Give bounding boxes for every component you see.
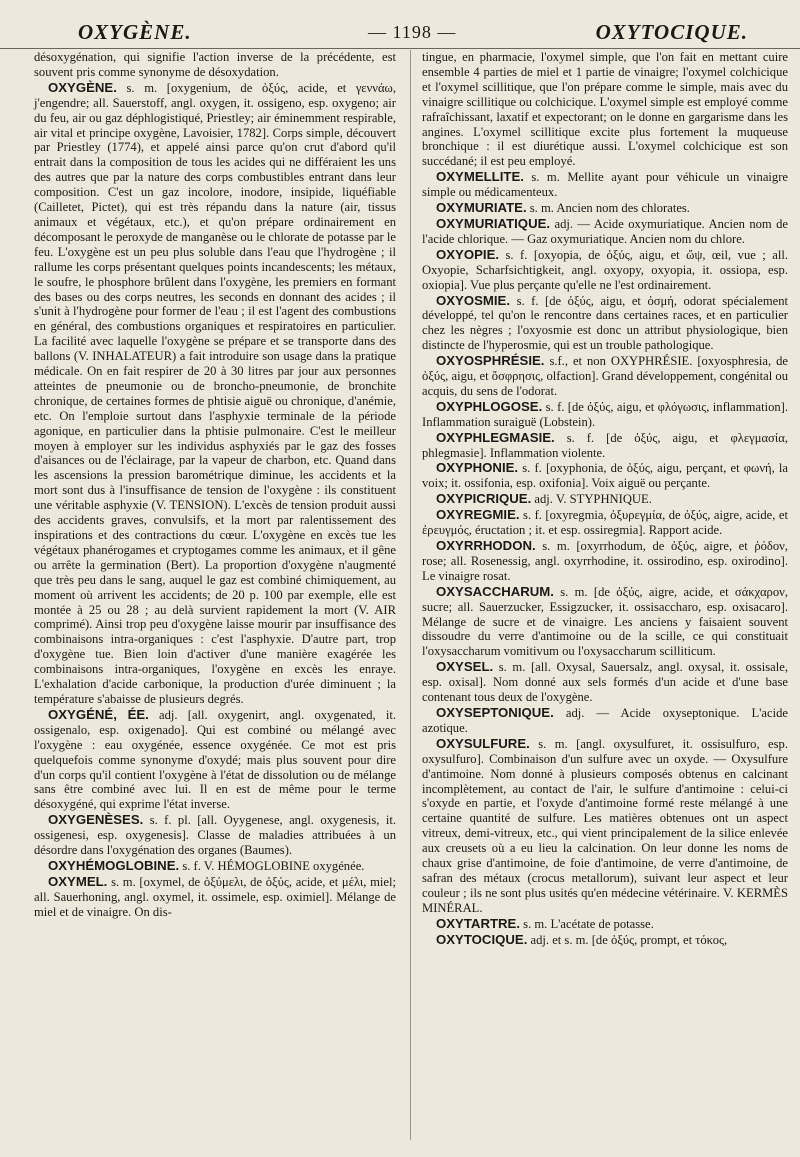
dictionary-entry: [34, 81, 396, 707]
dictionary-entry: [422, 917, 788, 932]
entry-headword: OXYPICRIQUE.: [436, 491, 532, 507]
entry-definition: tingue, en pharmacie, l'oxymel simple, que l'on fait en mettant cuire ensemble 4 parties de miel et 1 partie de vinaigre; l'oxymel colchicique et l'oxymel scillitique, que l'on prépare comme le simple, mais avec du vinaigre scillitique ou colchicique. L'oxymel simple est employé comme rafraîchissant, laxatif et expectorant; on le donne en gargarisme dans les angines. L'oxymel scillitique excite plus fortement la muqueuse bronchique : il est diurétique aussi. L'oxymel colchicique est son succédané; il est peu employé.: [422, 50, 788, 169]
entry-definition: s.f., et non OXYPHRÉSIE. [oxyosphresia, de ὀξύς, aigu, et ὄσφρησις, olfaction]. Grand développement, congénital ou acquis, du sens de l'odorat.: [422, 354, 788, 398]
entry-definition: s. m. [oxygenium, de ὀξύς, acide, et γεννάω, j'engendre; all. Sauerstoff, angl. oxygen, it. ossigeno, esp. oxygeno; air du feu, air ou gaz déphlogistiqué, Priestley; air éminemment respirable, air vital et principe oxygène, Lavoisier, 1782]. Corps simple, découvert par Priestley (1774), et appelé ainsi parce qu'on crut d'abord qu'il entrait dans la composition de tous les acides qui ne différaient les uns des autres que par la nature des corps combustibles entrant dans leur composition. C'est un gaz incolore, inodore, insipide, liquéfiable (Cailletet, Pictet), qui est très répandu dans la nature (air, tissus animaux et végétaux, etc.), et qu'on prépare ordinairement en décomposant le peroxyde de manganèse ou le chlorate de potasse par le feu. L'oxygène est un peu plus soluble dans l'eau que l'hydrogène ; il rallume les corps présentant quelques points incandescents; les métaux, le soufre, le phosphore brûlent dans l'oxygène, les premiers en formant des bases ou des corps neutres, les seconds en donnant des acides ; il s'unit à l'hydrogène pour former de l'eau ; il est l'agent des combustions en général, des combustions organiques et respiratoires en particulier. La facilité avec laquelle l'oxygène se prépare et se transporte dans des ballons (V. INHALATEUR) a fait introduire son usage dans la pratique médicale. On en fait respirer de 20 à 30 litres par jour aux personnes atteintes de pneumonie ou de broncho-pneumonie, de bronchite chronique, de certaines formes de phtisie aiguë ou chronique, d'anémie, etc. On l'emploie surtout dans l'asphyxie terminale de la période agonique, en particulier dans la phtisie pulmonaire. C'est le meilleur moyen à employer sur les individus asphyxiés par le gaz des fosses d'aisances ou de l'éclairage, par la vapeur de charbon, etc. Quand dans les ascensions la pression barométrique diminue, les accidents et la mort sont dus à l'insuffisance de tension de l'oxygène : ils constituent une véritable asphyxie (V. TENSION). L'excès de tension produit aussi des accidents graves, convulsifs, et la mort par ralentissement des inspirations et des contractions du cœur. L'oxygène en excès tue les végétaux phanérogames et cryptogames comme les animaux, et il gêne ou arrête la germination (Bert). La proportion d'oxygène n'augmenté que très peu dans le sang, auquel le gaz est combiné chimiquement, au moment où arrivent les accidents; de 20 p. 100 par exemple, elle est montée à 25 ou 28 ; au delà survient rapidement la mort (V. AIR comprimé). Ainsi trop peu d'oxygène laisse mourir par insuffisance des combinaisons intra-organiques : c'est l'asphyxie. D'autre part, trop d'oxygène tue. Bien loin d'activer d'une manière exagérée les combinaisons intra-organiques, l'oxygène en excès les enraye. L'exhalation d'acide carbonique, la production d'urée diminuent ; la température s'abaisse de plusieurs degrés.: [34, 80, 396, 706]
dictionary-entry: [422, 431, 788, 461]
entry-headword: OXYPHLEGMASIE.: [436, 429, 555, 445]
entry-definition: s. f. [oxyopia, de ὀξύς, aigu, et ὤψ, œil, vue ; all. Oxyopie, Scharfsichtigkeit, angl. oxyopy, oxyopia, it. ossiopa, esp. oxiopia]. Vue plus perçante qu'elle ne l'est ordinairement.: [422, 247, 788, 292]
entry-definition: adj. V. STYPHNIQUE.: [534, 492, 652, 507]
entry-headword: OXYGENÈSES.: [48, 812, 144, 828]
running-head-right: OXYTOCIQUE.: [595, 20, 748, 44]
dictionary-entry: [422, 201, 788, 216]
entry-definition: s. f. [de ὀξύς, aigu, et φλεγμασία, phlegmasie]. Inflammation violente.: [422, 430, 788, 460]
right-column: [422, 50, 788, 948]
entry-definition: s. m. [angl. oxysulfuret, it. ossisulfuro, esp. oxysulfuro]. Combinaison d'un sulfure avec un oxyde. — Oxysulfure d'antimoine. Nom donné à plusieurs composés obtenus en calcinant incomplètement, au contact de l'air, le sulfure d'antimoine : celui-ci s'oxyde en partie, et l'oxyde d'antimoine formé reste mélangé à une certaine quantité de sulfure. Les matières obtenues ont un aspect vitreux, demi-vitreux, etc., qui vient principalement de la silice enlevée aux creusets où a eu lieu la calcination. On leur donne les noms de chaux grise d'antimoine, de foie d'antimoine, de verre d'antimoine, de safran des métaux (crocus metallorum), suivant leur aspect et leur couleur ; ils ne sont plus usités qu'en médecine vétérinaire. V. KERMÈS MINÉRAL.: [422, 736, 788, 915]
dictionary-entry: [422, 585, 788, 660]
entry-headword: OXYPHONIE.: [436, 460, 519, 476]
entry-definition: adj. — Acide oxymuriatique. Ancien nom de l'acide chlorique. — Gaz oxymuriatique. Ancien nom du chlore.: [422, 216, 789, 246]
dictionary-entry: [422, 217, 788, 247]
entry-headword: OXYRRHODON.: [436, 538, 536, 553]
entry-definition: adj. [all. oxygenirt, angl. oxygenated, it. ossigenalo, esp. oxigenado]. Qui est combiné ou mélangé avec l'oxygène : eau oxygénée, essence oxygénée. Ce mot est pris quelquefois comme synonyme d'oxydé; mais plus souvent pour dire d'un corps qu'il contient l'oxygène à l'état de dissolution ou de mélange sans être combiné avec lui. Il en est de même pour le terme désoxygéné, qui exprime l'état inverse.: [34, 707, 396, 812]
entry-headword: OXYOPIE.: [436, 246, 500, 262]
entry-definition: s. m. [de ὀξύς, aigre, acide, et σάκχαρον, sucre; all. Sauerzucker, Essigzucker, it. ossisaccharo, esp. oxisacaro]. Mélange de sucre et de vinaigre. Les anciens y faisaient souvent dissoudre du verre d'antimoine ou de la scille, ce qui constituait l'oxysaccharum vomitivum ou l'oxysaccharum scilliticum.: [422, 584, 788, 659]
entry-headword: OXYOSPHRÉSIE.: [436, 353, 545, 369]
entry-definition: s. f. [oxyphonia, de ὀξύς, aigu, perçant, et φωνή, la voix; it. ossifonia, esp. oxifonia]. Voix aiguë ou perçante.: [422, 461, 788, 491]
running-head: [0, 12, 800, 49]
column-divider: [410, 50, 411, 1140]
entry-headword: OXYMEL.: [48, 873, 108, 889]
dictionary-entry: [422, 170, 788, 200]
entry-definition: s. f. [de ὀξύς, aigu, et ὀσμή, odorat spécialement développé, tel qu'on le rencontre dans certaines races, et en particulier chez les nègres ; l'oxyosmie est donc un attribut physiologique, bien distincte de l'hyperosmie, qui est un trouble pathologique.: [422, 293, 789, 353]
dictionary-entry: [422, 354, 788, 399]
dictionary-entry: [422, 461, 788, 491]
left-column: [34, 50, 396, 921]
entry-definition: désoxygénation, qui signifie l'action inverse de la précédente, est souvent pris comme synonyme de désoxydation.: [34, 50, 396, 79]
entry-definition: s. m. Mellite ayant pour véhicule un vinaigre simple ou médicamenteux.: [422, 170, 788, 200]
entry-headword: OXYHÉMOGLOBINE.: [48, 857, 180, 873]
entry-definition: s. m. L'acétate de potasse.: [523, 916, 654, 931]
entry-headword: OXYTARTRE.: [436, 915, 521, 931]
dictionary-entry: [422, 539, 788, 584]
dictionary-entry: [422, 737, 788, 916]
dictionary-entry: [34, 859, 396, 874]
entry-headword: OXYGÉNÉ, ÉE.: [48, 706, 149, 722]
entry-headword: OXYREGMIE.: [436, 507, 520, 523]
running-head-left: OXYGÈNE.: [78, 20, 192, 44]
entry-definition: s. m. [oxyrrhodum, de ὀξύς, aigre, et ῥόδον, rose; all. Rosenessig, angl. oxyrrhodine, it. ossirodino, esp. oxirodino]. Le vinaigre rosat.: [422, 539, 788, 583]
entry-definition: adj. — Acide oxyseptonique. L'acide azotique.: [422, 705, 788, 735]
dictionary-entry: [422, 933, 788, 948]
entry-headword: OXYMELLITE.: [436, 169, 524, 185]
entry-headword: OXYTOCIQUE.: [436, 931, 528, 947]
entry-definition: adj. et s. m. [de ὀξύς, prompt, et τόκος,: [530, 932, 728, 947]
entry-definition: s. f. [oxyregmia, ὀξυρεγμία, de ὀξύς, aigre, acide, et ἐρευγμός, éructation ; it. et esp. ossiregmia]. Rapport acide.: [422, 508, 788, 538]
entry-definition: s. m. Ancien nom des chlorates.: [529, 201, 690, 216]
dictionary-entry: [34, 813, 396, 858]
dictionary-entry: [422, 492, 788, 507]
dictionary-entry: [34, 875, 396, 920]
dictionary-entry: [422, 294, 788, 354]
entry-headword: OXYSULFURE.: [436, 735, 530, 751]
dictionary-entry: [34, 708, 396, 812]
dictionary-entry: [422, 706, 788, 736]
entry-definition: s. f. [de ὀξύς, aigu, et φλόγωσις, inflammation]. Inflammation suraiguë (Lobstein).: [422, 399, 789, 429]
entry-definition: s. f. pl. [all. Oyygenese, angl. oxygenesis, it. ossigenesi, esp. oxygenesis]. Classe de maladies attribuées à un désordre dans l'oxygénation des organes (Baumes).: [34, 813, 396, 858]
entry-definition: s. m. [all. Oxysal, Sauersalz, angl. oxysal, it. ossisale, esp. oxisal]. Nom donné aux sels formés d'un acide et d'une base contenant tous deux de l'oxygène.: [422, 660, 788, 705]
entry-headword: OXYPHLOGOSE.: [436, 398, 543, 414]
entry-headword: OXYMURIATIQUE.: [436, 215, 551, 231]
dictionary-entry: [422, 508, 788, 538]
entry-headword: OXYMURIATE.: [436, 200, 527, 216]
dictionary-entry: [34, 50, 396, 80]
entry-definition: s. m. [oxymel, de ὀξύμελι, de ὀξύς, acide, et μέλι, miel; all. Sauerhoning, angl. oxymel, it. ossimele, esp. oximiel]. Mélange de miel et de vinaigre. On dis-: [34, 874, 397, 919]
entry-headword: OXYSEL.: [436, 659, 494, 675]
entry-headword: OXYSEPTONIQUE.: [436, 704, 554, 720]
dictionary-entry: [422, 400, 788, 430]
entry-headword: OXYGÈNE.: [48, 79, 117, 95]
dictionary-entry: [422, 50, 788, 169]
page-number: — 1198 —: [368, 22, 457, 42]
dictionary-entry: [422, 248, 788, 293]
entry-definition: s. f. V. HÉMOGLOBINE oxygénée.: [182, 858, 365, 873]
dictionary-entry: [422, 660, 788, 705]
entry-headword: OXYSACCHARUM.: [436, 583, 554, 599]
entry-headword: OXYOSMIE.: [436, 292, 511, 308]
